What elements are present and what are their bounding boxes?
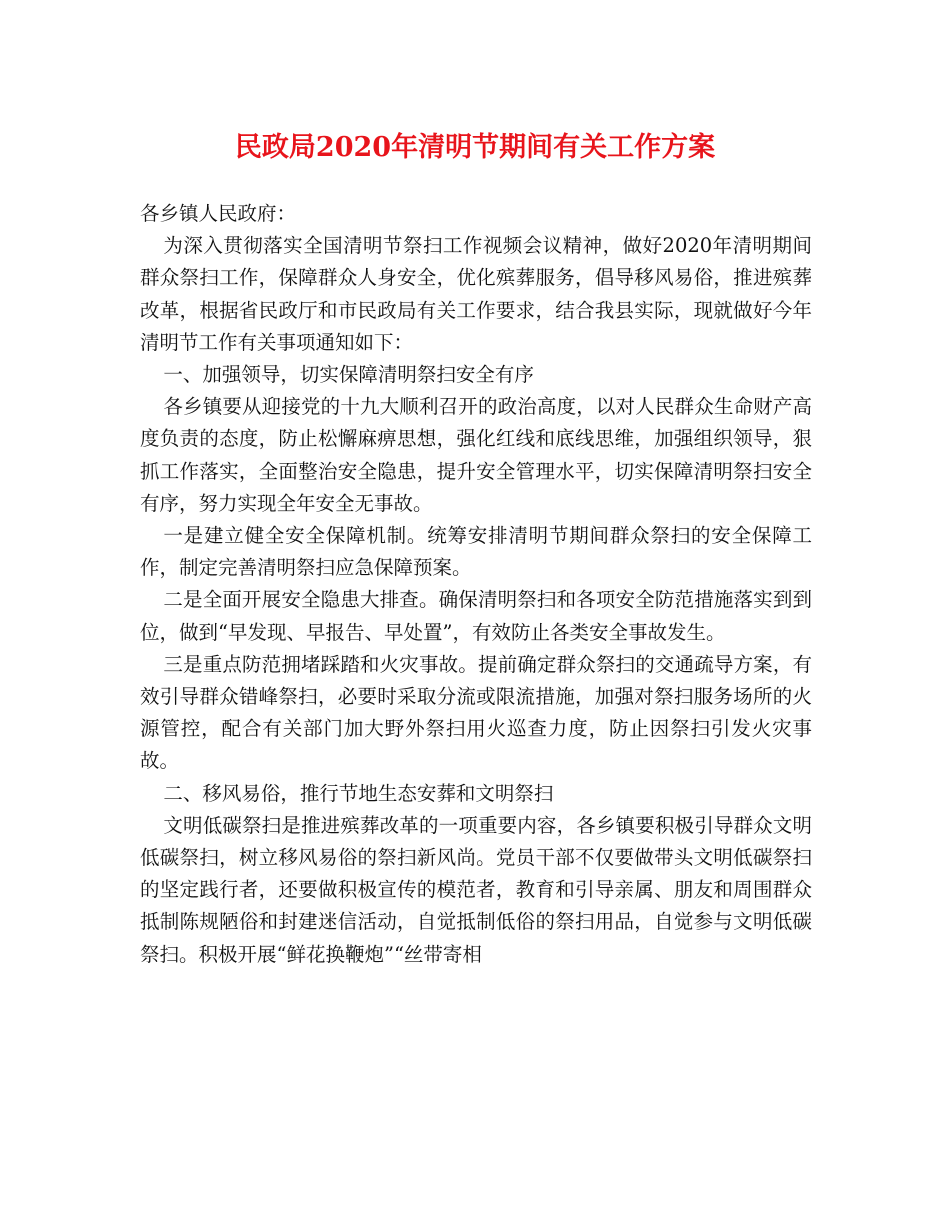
paragraph-item-1: 一是建立健全安全保障机制。统筹安排清明节期间群众祭扫的安全保障工作，制定完善清明祭扫应急保障预案。 [140, 524, 812, 580]
paragraph-intro: 为深入贯彻落实全国清明节祭扫工作视频会议精神，做好2020年清明期间群众祭扫工作，保障群众人身安全，优化殡葬服务，倡导移风易俗，推进殡葬改革，根据省民政厅和市民政局有关工作要求，结合我县实际，现就做好今年清明节工作有关事项通知如下： [140, 234, 812, 354]
paragraph-item-3: 三是重点防范拥堵踩踏和火灾事故。提前确定群众祭扫的交通疏导方案，有效引导群众错峰祭扫，必要时采取分流或限流措施，加强对祭扫服务场所的火源管控，配合有关部门加大野外祭扫用火巡查力度，防止因祭扫引发火灾事故。 [140, 652, 812, 773]
paragraph-section-1: 各乡镇要从迎接党的十九大顺利召开的政治高度，以对人民群众生命财产高度负责的态度，防止松懈麻痹思想，强化红线和底线思维，加强组织领导，狠抓工作落实，全面整治安全隐患，提升安全管理水平，切实保障清明祭扫安全有序，努力实现全年安全无事故。 [140, 395, 812, 515]
section-heading-1: 一、加强领导，切实保障清明祭扫安全有序 [163, 363, 534, 387]
document-body [140, 198, 812, 971]
document-title: 民政局2020年清明节期间有关工作方案 [234, 132, 716, 163]
section-heading-2: 二、移风易俗，推行节地生态安葬和文明祭扫 [163, 781, 554, 805]
paragraph-item-2: 二是全面开展安全隐患大排查。确保清明祭扫和各项安全防范措施落实到到位，做到“早发现、早报告、早处置”，有效防止各类安全事故发生。 [140, 588, 812, 644]
salutation: 各乡镇人民政府： [140, 202, 297, 225]
paragraph-section-2: 文明低碳祭扫是推进殡葬改革的一项重要内容，各乡镇要积极引导群众文明低碳祭扫，树立移风易俗的祭扫新风尚。党员干部不仅要做带头文明低碳祭扫的坚定践行者，还要做积极宣传的模范者，教育和引导亲属、朋友和周围群众抵制陈规陋俗和封建迷信活动，自觉抵制低俗的祭扫用品，自觉参与文明低碳祭扫。积极开展“鲜花换鞭炮”“丝带寄相 [140, 813, 812, 966]
